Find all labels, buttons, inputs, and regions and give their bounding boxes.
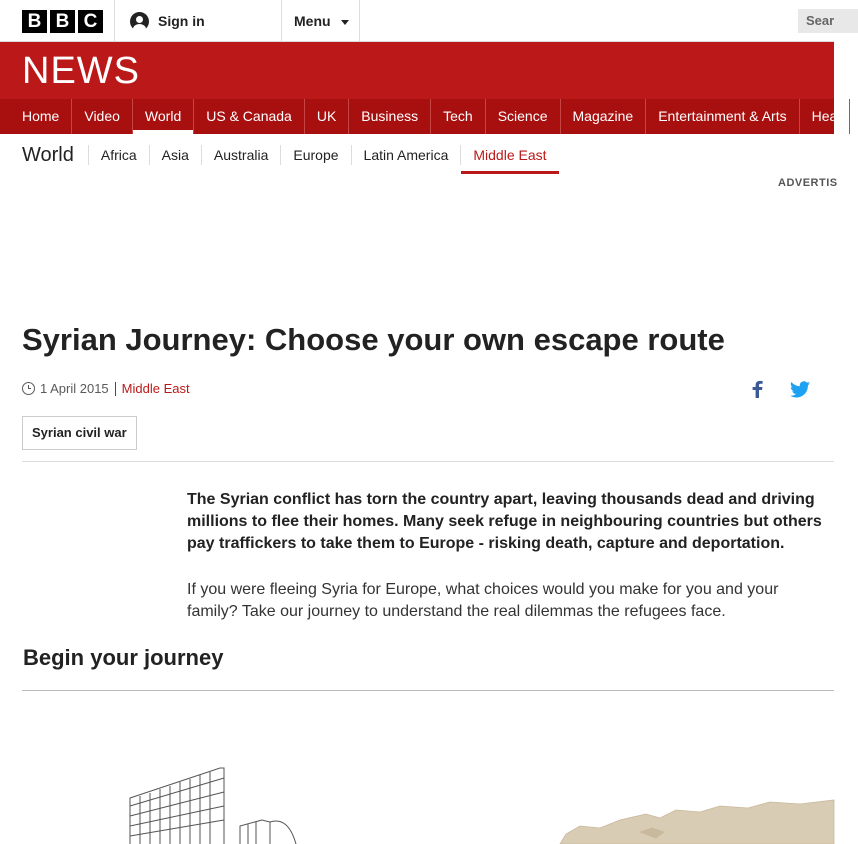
logo-letter-c: C: [78, 10, 103, 33]
logo-letter-b2: B: [50, 10, 75, 33]
section-heading: Begin your journey: [23, 645, 224, 670]
subnav-item-middle-east[interactable]: Middle East: [460, 145, 558, 165]
menu-button[interactable]: [294, 0, 349, 42]
sign-in-label: Sign in: [158, 13, 205, 29]
divider: [115, 382, 116, 396]
user-icon: [130, 12, 149, 31]
nav-item-video[interactable]: Video: [72, 99, 133, 134]
subnav-item-europe[interactable]: Europe: [280, 145, 350, 165]
chevron-down-icon: [341, 20, 349, 25]
nav-item-entertainment-arts[interactable]: Entertainment & Arts: [646, 99, 799, 134]
nav-item-us-canada[interactable]: US & Canada: [194, 99, 305, 134]
nav-item-business[interactable]: Business: [349, 99, 431, 134]
nav-item-uk[interactable]: UK: [305, 99, 349, 134]
article-headline: Syrian Journey: Choose your own escape route: [22, 322, 725, 357]
map-sketch: [560, 800, 834, 844]
divider: [22, 461, 834, 462]
news-logo[interactable]: NEWS: [22, 50, 140, 92]
article-section-link[interactable]: Middle East: [121, 381, 190, 396]
advert-label: ADVERTIS: [778, 177, 838, 189]
article-date: 1 April 2015: [40, 381, 109, 396]
twitter-share-icon[interactable]: [790, 381, 810, 398]
divider: [359, 0, 360, 42]
nav-item-science[interactable]: Science: [486, 99, 561, 134]
article-meta: [22, 381, 190, 396]
article-body: If you were fleeing Syria for Europe, what choices would you make for you and your family? Take our journey to understand the real dilemmas the refugees face.: [187, 581, 779, 620]
subnav-item-asia[interactable]: Asia: [149, 145, 201, 165]
building-sketch: [130, 768, 296, 844]
subnav-title[interactable]: World: [22, 143, 74, 166]
secondary-nav: [22, 140, 559, 170]
subnav-item-australia[interactable]: Australia: [201, 145, 280, 165]
divider: [114, 0, 115, 42]
nav-item-tech[interactable]: Tech: [431, 99, 486, 134]
journey-illustration: [0, 740, 834, 844]
subnav-item-africa[interactable]: Africa: [88, 145, 149, 165]
nav-item-world[interactable]: World: [133, 99, 194, 134]
sign-in-button[interactable]: [130, 0, 205, 42]
nav-item-magazine[interactable]: Magazine: [561, 99, 647, 134]
nav-item-home[interactable]: Home: [0, 99, 72, 134]
news-banner: [0, 42, 834, 99]
divider: [22, 690, 834, 691]
search-input[interactable]: Sear: [798, 9, 858, 33]
facebook-share-icon[interactable]: [750, 380, 764, 398]
divider: [281, 0, 282, 42]
topic-tag[interactable]: Syrian civil war: [22, 416, 137, 450]
bbc-logo[interactable]: [22, 10, 103, 33]
primary-nav: [0, 99, 838, 134]
top-bar: [0, 0, 834, 42]
nav-item-health[interactable]: Hea: [800, 99, 851, 134]
logo-letter-b1: B: [22, 10, 47, 33]
article-lead: The Syrian conflict has torn the country apart, leaving thousands dead and driving millions to flee their homes. Many seek refuge in neighbouring countries but others pay traffickers to take them to Europe - risking death, capture and deportation.: [187, 491, 822, 552]
subnav-item-latin-america[interactable]: Latin America: [351, 145, 461, 165]
menu-label: Menu: [294, 13, 331, 29]
clock-icon: [22, 382, 35, 395]
